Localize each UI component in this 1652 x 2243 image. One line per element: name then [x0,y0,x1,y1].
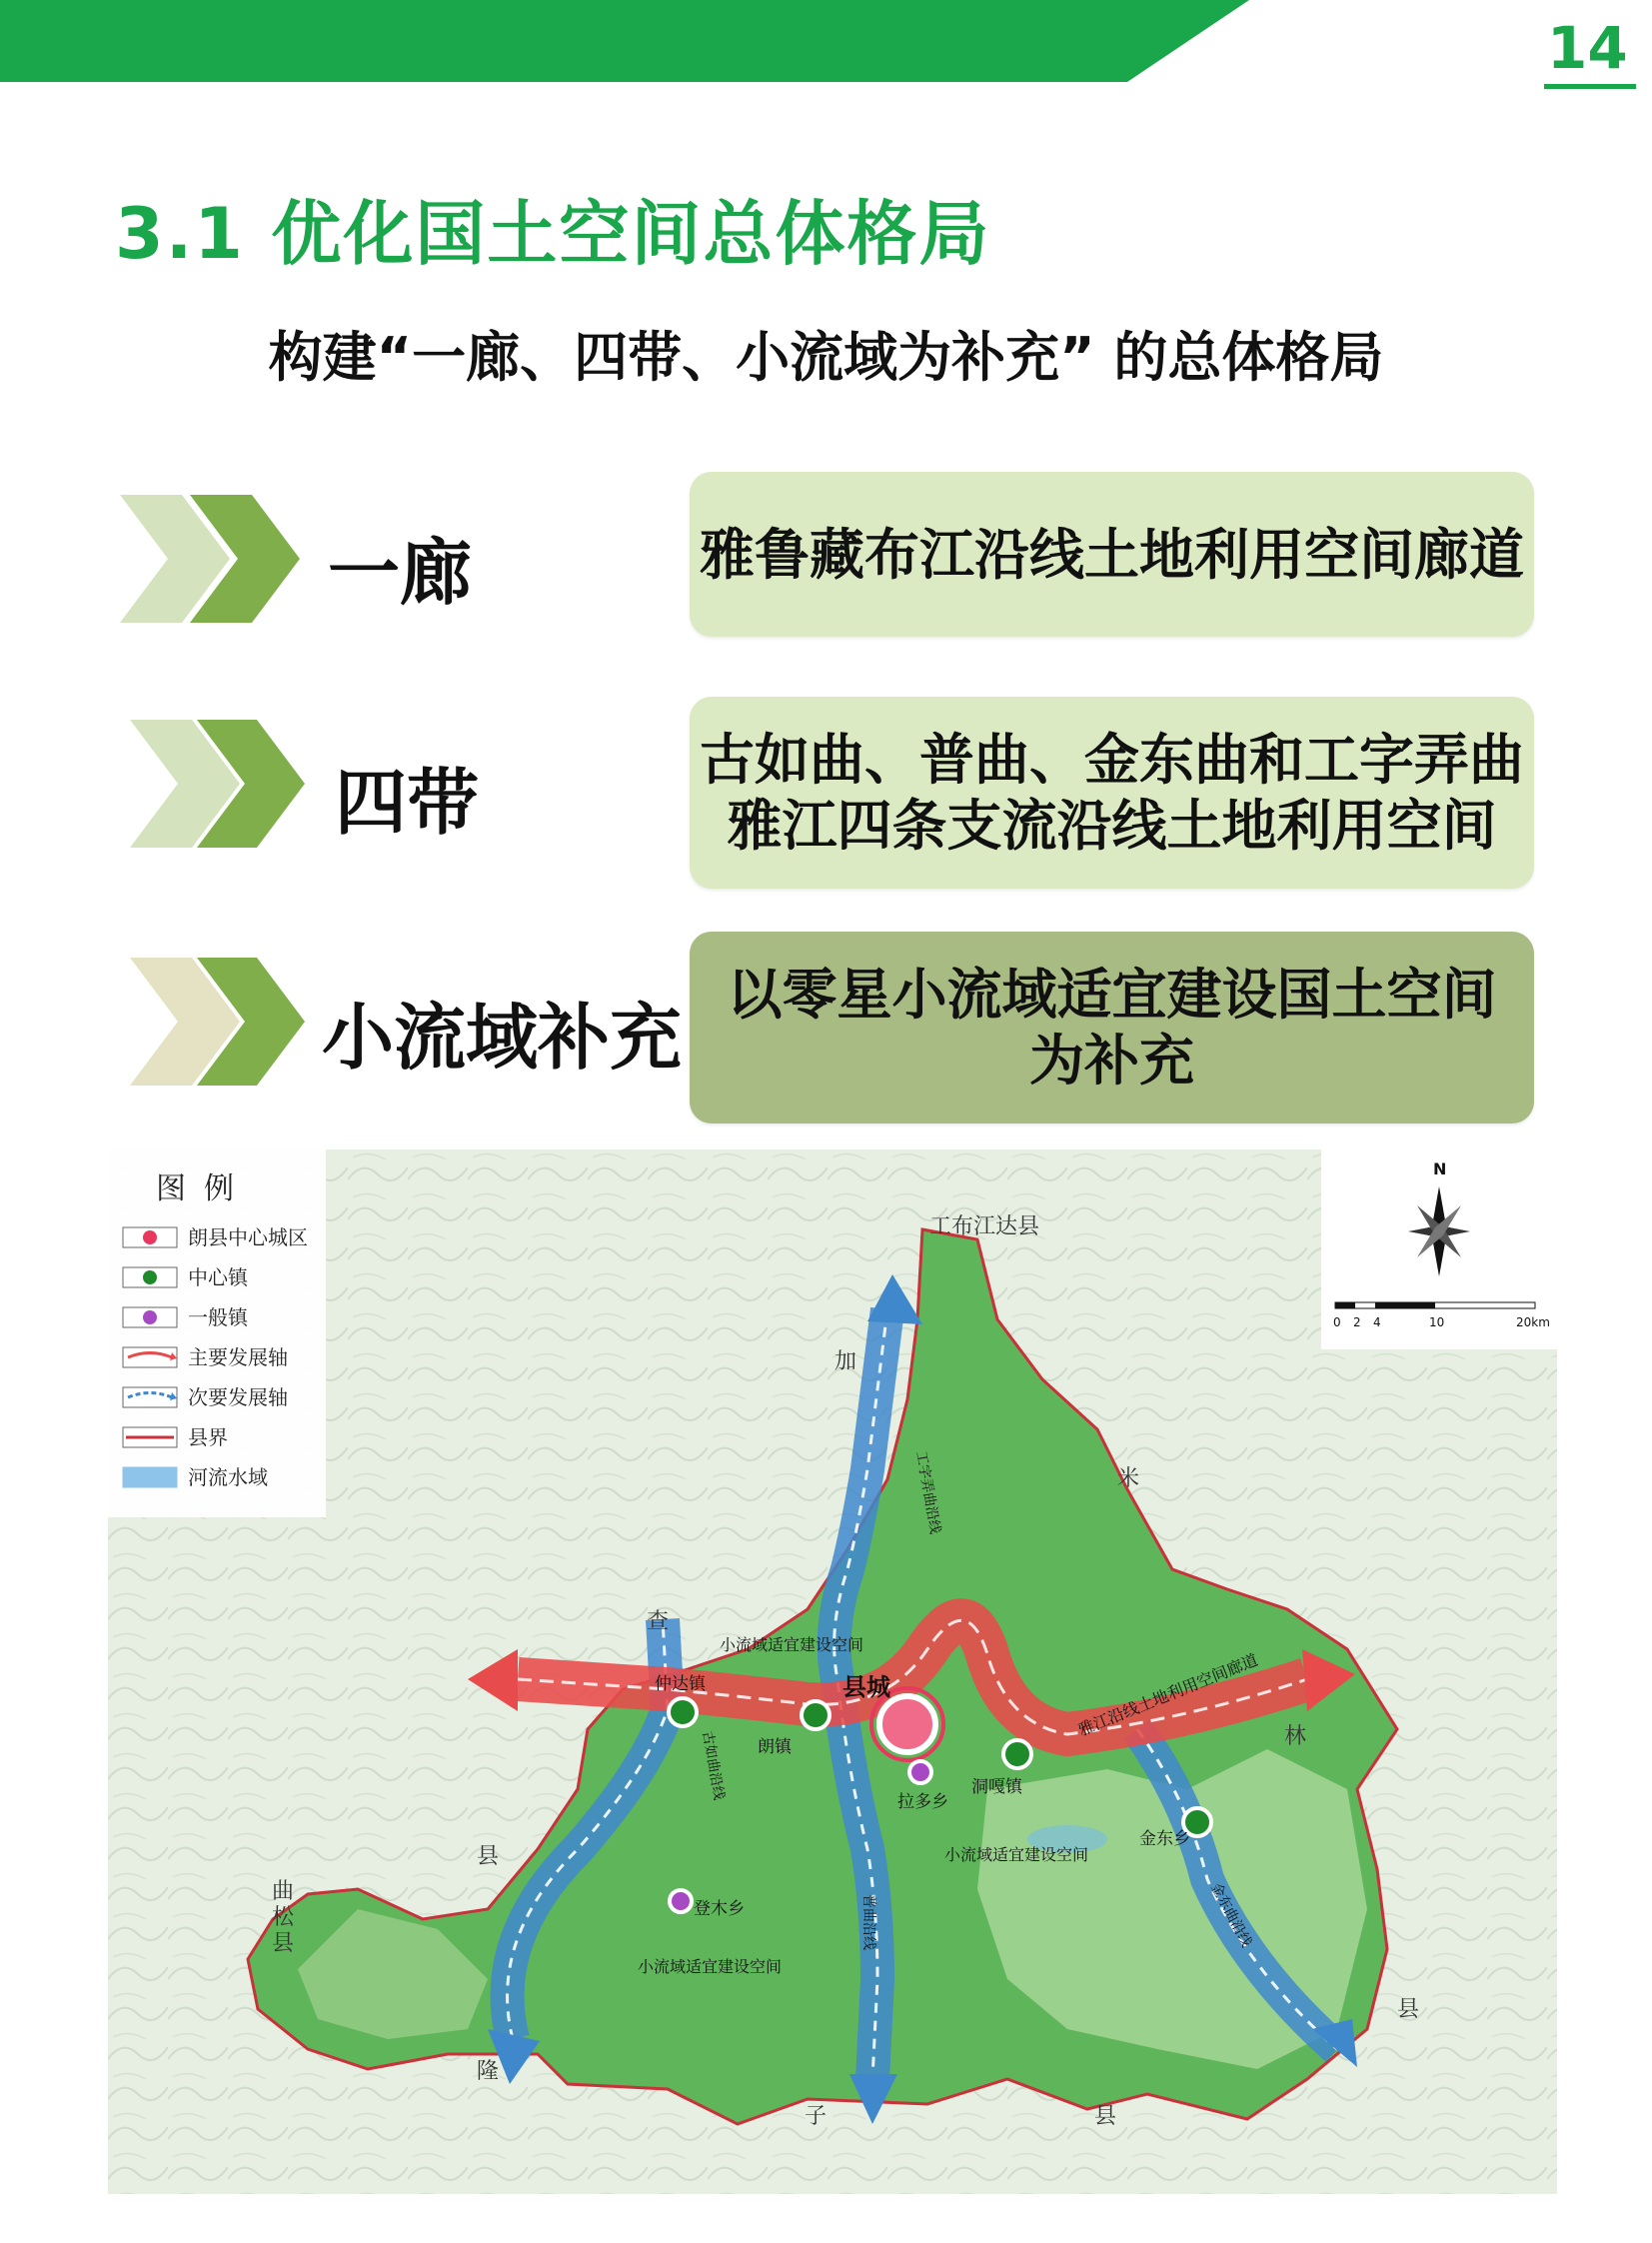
chevron-icon [120,495,300,623]
label-belt-gongzi: 工字弄曲沿线 [912,1449,943,1536]
label-basin-top: 小流域适宜建设空间 [720,1635,864,1654]
row-label-corridor: 一廊 [328,531,473,615]
label-jia: 加 [834,1349,857,1374]
subtitle: 构建“一廊、四带、小流域为补充” 的总体格局 [268,326,1384,389]
north-label: N [1433,1159,1447,1178]
town-marker-laduo [909,1761,931,1783]
label-mi: 米 [1117,1466,1140,1491]
legend-label: 主要发展轴 [188,1345,288,1369]
red-arrow-icon [122,1346,178,1368]
scale-tick: 2 [1353,1315,1361,1329]
label-long: 隆 [477,2059,500,2084]
legend-label: 一般镇 [188,1305,248,1329]
legend-item [122,1303,322,1333]
legend-label: 中心镇 [188,1265,248,1289]
row-label-belts: 四带 [335,761,480,845]
small-basins-description-line: 为补充 [1028,1029,1194,1093]
legend-label: 县界 [188,1425,228,1449]
scale-tick: 0 [1333,1315,1341,1329]
legend-label: 次要发展轴 [188,1385,288,1409]
label-zhongda: 仲达镇 [655,1674,706,1694]
corridor-description [690,472,1534,637]
legend-item [122,1423,322,1453]
label-belt-guru: 古如曲沿线 [699,1729,728,1802]
label-belt-pu: 普曲沿线 [860,1894,876,1950]
red-circle-icon [122,1226,178,1248]
small-basins-description-line: 以零星小流域适宜建设国土空间 [727,963,1497,1027]
purple-circle-icon [122,1306,178,1328]
label-lin: 林 [1284,1724,1307,1749]
label-gongbu: 工布江达县 [929,1214,1040,1239]
town-marker-zhongda [669,1698,697,1726]
scale-bar [1333,1299,1543,1313]
label-xian-bottom: 县 [1094,2104,1117,2129]
belts-description-line: 古如曲、普曲、金东曲和工字弄曲 [699,728,1524,792]
belts-description [690,697,1534,889]
scale-tick: 4 [1373,1315,1381,1329]
label-jindong: 金东乡 [1139,1829,1190,1849]
label-laduo: 拉多乡 [897,1792,948,1812]
north-arrow-icon [1403,1181,1475,1281]
section-title: 3.1 优化国土空间总体格局 [115,193,991,275]
legend-item [122,1383,322,1413]
scale-tick: 10 [1429,1315,1445,1329]
page-number: 14 [1547,14,1628,82]
small-basins-description [690,932,1534,1123]
town-marker-langzhen [802,1701,829,1729]
row-label-small-basins: 小流域补充 [322,996,683,1080]
top-banner [0,0,1652,90]
page-number-underline [1544,84,1636,89]
legend-item [122,1223,322,1253]
legend-label: 朗县中心城区 [188,1225,308,1249]
chevron-icon [130,720,305,848]
town-marker-dengmu [670,1890,692,1912]
label-xian-left: 县 [477,1844,500,1869]
north-arrow-and-scale [1321,1149,1557,1349]
blue-arrow-icon [122,1386,178,1408]
legend-item [122,1463,322,1493]
label-main-corridor: 雅江沿线土地利用空间廊道 [1075,1649,1261,1740]
label-basin-left: 小流域适宜建设空间 [638,1957,783,1976]
belts-description-line: 雅江四条支流沿线土地利用空间 [727,794,1497,858]
legend-item [122,1263,322,1293]
label-zi: 子 [805,2104,827,2129]
legend-item [122,1343,322,1373]
label-basin-center: 小流域适宜建设空间 [944,1845,1089,1864]
county-seat-marker [879,1696,935,1752]
chevron-icon [130,958,305,1086]
label-xian-right: 县 [1397,1997,1420,2022]
label-dengmu: 登木乡 [694,1899,745,1919]
corridor-description-line: 雅鲁藏布江沿线土地利用空间廊道 [699,522,1524,587]
label-belt-jindong: 金东曲沿线 [1207,1880,1255,1950]
label-cha: 查 [647,1609,670,1634]
scale-tick: 20km [1516,1315,1550,1329]
legend-title: 图例 [156,1171,252,1206]
label-county-seat: 县城 [842,1673,890,1701]
town-marker-dongga [1003,1740,1031,1768]
label-dongga: 洞嘎镇 [971,1777,1022,1797]
legend-label: 河流水域 [188,1465,268,1489]
blue-box-icon [122,1466,178,1488]
label-langzhen: 朗镇 [758,1737,792,1757]
green-circle-icon [122,1266,178,1288]
red-line-icon [122,1426,178,1448]
map-legend [108,1149,326,1517]
label-qusong: 曲松县 [272,1879,295,1956]
